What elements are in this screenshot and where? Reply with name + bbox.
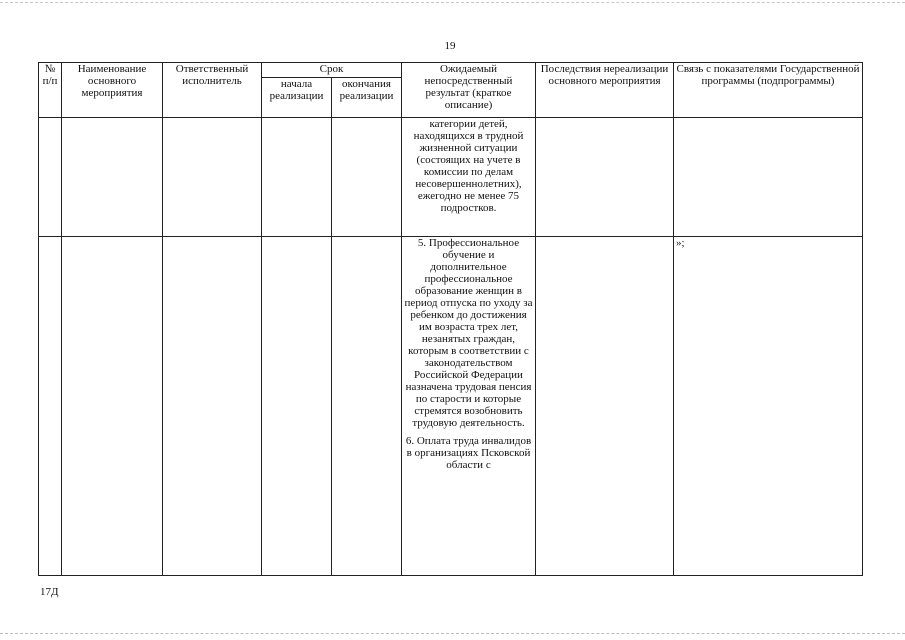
cell-consequences bbox=[536, 237, 674, 576]
table-row bbox=[39, 118, 863, 237]
scan-edge-top bbox=[0, 2, 905, 3]
result-paragraph: 5. Профессиональное обучение и дополнительное профессиональное образование женщин в период отпуска по уходу за ребенком до достижения им возраста трех лет, незанятых граждан, которым в соответствии с законодательством Российской Федерации назначена трудовая пенсия по старости и которые стремятся возобновить трудовую деятельность. bbox=[404, 237, 533, 429]
header-term-end: окончания реализации bbox=[332, 78, 402, 118]
cell-num bbox=[39, 237, 62, 576]
result-paragraph: 6. Оплата труда инвалидов в организациях Псковской области с bbox=[405, 435, 532, 471]
cell-term-start bbox=[262, 118, 332, 237]
cell-executor bbox=[163, 118, 262, 237]
cell-expected-result bbox=[402, 237, 536, 576]
header-term-start: начала реализации bbox=[262, 78, 332, 118]
cell-program-link: »; bbox=[674, 237, 863, 576]
cell-term-start bbox=[262, 237, 332, 576]
header-executor: Ответственный исполнитель bbox=[163, 63, 262, 118]
cell-executor bbox=[163, 237, 262, 576]
cell-consequences bbox=[536, 118, 674, 237]
header-consequences: Последствия нереализации основного мероприятия bbox=[536, 63, 674, 118]
header-term: Срок bbox=[262, 63, 402, 78]
scan-edge-bottom bbox=[0, 633, 905, 634]
cell-num bbox=[39, 118, 62, 237]
program-activities-table bbox=[38, 62, 863, 576]
footer-document-code: 17Д bbox=[40, 586, 59, 598]
cell-expected-result bbox=[402, 118, 536, 237]
header-num: № п/п bbox=[39, 63, 62, 118]
result-paragraph: категории детей, находящихся в трудной жизненной ситуации (состоящих на учете в комиссии по делам несовершеннолетних), ежегодно не менее 75 подростков. bbox=[413, 118, 524, 214]
cell-activity-name bbox=[62, 118, 163, 237]
cell-activity-name bbox=[62, 237, 163, 576]
cell-term-end bbox=[332, 237, 402, 576]
header-expected-result: Ожидаемый непосредственный результат (краткое описание) bbox=[402, 63, 536, 118]
header-activity-name: Наименование основного мероприятия bbox=[62, 63, 163, 118]
page-number: 19 bbox=[444, 40, 456, 52]
header-program-link: Связь с показателями Государственной программы (подпрограммы) bbox=[674, 63, 863, 118]
cell-term-end bbox=[332, 118, 402, 237]
cell-program-link bbox=[674, 118, 863, 237]
table-row bbox=[39, 237, 863, 576]
